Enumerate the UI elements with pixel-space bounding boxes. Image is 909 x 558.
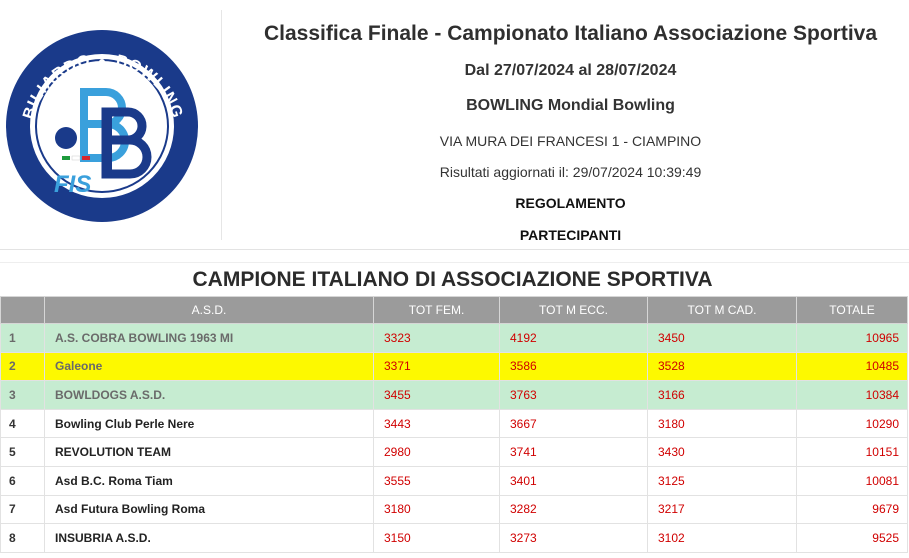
table-row[interactable] xyxy=(1,381,908,410)
table-header-row xyxy=(1,297,908,324)
cell-tot-m-cad: 3102 xyxy=(648,524,797,553)
table-row[interactable] xyxy=(1,409,908,438)
cell-tot-m-cad: 3180 xyxy=(648,409,797,438)
cell-team-name[interactable]: Galeone xyxy=(45,352,374,381)
cell-team-name[interactable]: Asd B.C. Roma Tiam xyxy=(45,466,374,495)
cell-tot-m-ecc: 3763 xyxy=(500,381,648,410)
section-title: CAMPIONE ITALIANO DI ASSOCIAZIONE SPORTIVA xyxy=(192,268,713,291)
logo-area xyxy=(0,10,222,240)
cell-position: 1 xyxy=(1,324,45,353)
cell-totale: 10485 xyxy=(797,352,908,381)
col-header-totale[interactable]: TOTALE xyxy=(797,297,908,324)
col-header-tot-fem[interactable]: TOT FEM. xyxy=(374,297,500,324)
table-row[interactable] xyxy=(1,324,908,353)
logo-fis-text: FIS xyxy=(54,171,92,198)
cell-totale: 10081 xyxy=(797,466,908,495)
cell-position: 5 xyxy=(1,438,45,467)
event-address: VIA MURA DEI FRANCESI 1 - CIAMPINO xyxy=(439,133,702,149)
col-header-position xyxy=(1,297,45,324)
cell-tot-fem: 3323 xyxy=(374,324,500,353)
cell-tot-m-ecc: 3401 xyxy=(500,466,648,495)
cell-team-name[interactable]: Asd Futura Bowling Roma xyxy=(45,495,374,524)
cell-tot-m-ecc: 3273 xyxy=(500,524,648,553)
cell-team-name[interactable]: INSUBRIA A.S.D. xyxy=(45,524,374,553)
cell-position: 2 xyxy=(1,352,45,381)
col-header-tot-m-ecc[interactable]: TOT M ECC. xyxy=(500,297,648,324)
rules-link[interactable]: REGOLAMENTO xyxy=(515,195,626,211)
cell-tot-m-ecc: 3282 xyxy=(500,495,648,524)
standings-table xyxy=(0,296,908,553)
cell-position: 4 xyxy=(1,409,45,438)
cell-tot-m-ecc: 3667 xyxy=(500,409,648,438)
col-header-asd[interactable]: A.S.D. xyxy=(45,297,374,324)
event-venue: BOWLING Mondial Bowling xyxy=(466,97,675,114)
logo-ring-text-right: BOWLING xyxy=(114,52,186,121)
col-header-tot-m-cad[interactable]: TOT M CAD. xyxy=(648,297,797,324)
logo-ring-text-left: BILIARDO xyxy=(20,51,93,122)
cell-team-name[interactable]: BOWLDOGS A.S.D. xyxy=(45,381,374,410)
cell-totale: 10151 xyxy=(797,438,908,467)
cell-totale: 9679 xyxy=(797,495,908,524)
page-header xyxy=(0,0,909,250)
cell-tot-m-ecc: 3741 xyxy=(500,438,648,467)
table-row[interactable] xyxy=(1,495,908,524)
cell-tot-fem: 2980 xyxy=(374,438,500,467)
divider xyxy=(0,262,909,263)
cell-totale: 10965 xyxy=(797,324,908,353)
cell-totale: 10384 xyxy=(797,381,908,410)
cell-tot-m-cad: 3217 xyxy=(648,495,797,524)
cell-tot-fem: 3555 xyxy=(374,466,500,495)
last-updated: Risultati aggiornati il: 29/07/2024 10:39:49 xyxy=(439,164,702,180)
cell-position: 7 xyxy=(1,495,45,524)
cell-totale: 9525 xyxy=(797,524,908,553)
cell-tot-m-cad: 3430 xyxy=(648,438,797,467)
cell-team-name[interactable]: A.S. COBRA BOWLING 1963 MI xyxy=(45,324,374,353)
cell-tot-fem: 3180 xyxy=(374,495,500,524)
cell-tot-m-cad: 3450 xyxy=(648,324,797,353)
table-row[interactable] xyxy=(1,352,908,381)
table-row[interactable] xyxy=(1,438,908,467)
cell-position: 8 xyxy=(1,524,45,553)
cell-tot-fem: 3455 xyxy=(374,381,500,410)
cell-tot-m-ecc: 4192 xyxy=(500,324,648,353)
table-row[interactable] xyxy=(1,466,908,495)
cell-tot-fem: 3371 xyxy=(374,352,500,381)
cell-team-name[interactable]: Bowling Club Perle Nere xyxy=(45,409,374,438)
cell-tot-m-cad: 3528 xyxy=(648,352,797,381)
cell-position: 3 xyxy=(1,381,45,410)
cell-tot-fem: 3150 xyxy=(374,524,500,553)
participants-link[interactable]: PARTECIPANTI xyxy=(519,227,622,243)
divider xyxy=(0,249,909,250)
cell-tot-fem: 3443 xyxy=(374,409,500,438)
cell-tot-m-cad: 3166 xyxy=(648,381,797,410)
cell-position: 6 xyxy=(1,466,45,495)
cell-team-name[interactable]: REVOLUTION TEAM xyxy=(45,438,374,467)
cell-totale: 10290 xyxy=(797,409,908,438)
event-dates: Dal 27/07/2024 al 28/07/2024 xyxy=(464,62,677,79)
cell-tot-m-ecc: 3586 xyxy=(500,352,648,381)
page-title: Classifica Finale - Campionato Italiano Associazione Sportiva xyxy=(263,22,878,45)
table-row[interactable] xyxy=(1,524,908,553)
fis-logo xyxy=(2,20,202,225)
cell-tot-m-cad: 3125 xyxy=(648,466,797,495)
